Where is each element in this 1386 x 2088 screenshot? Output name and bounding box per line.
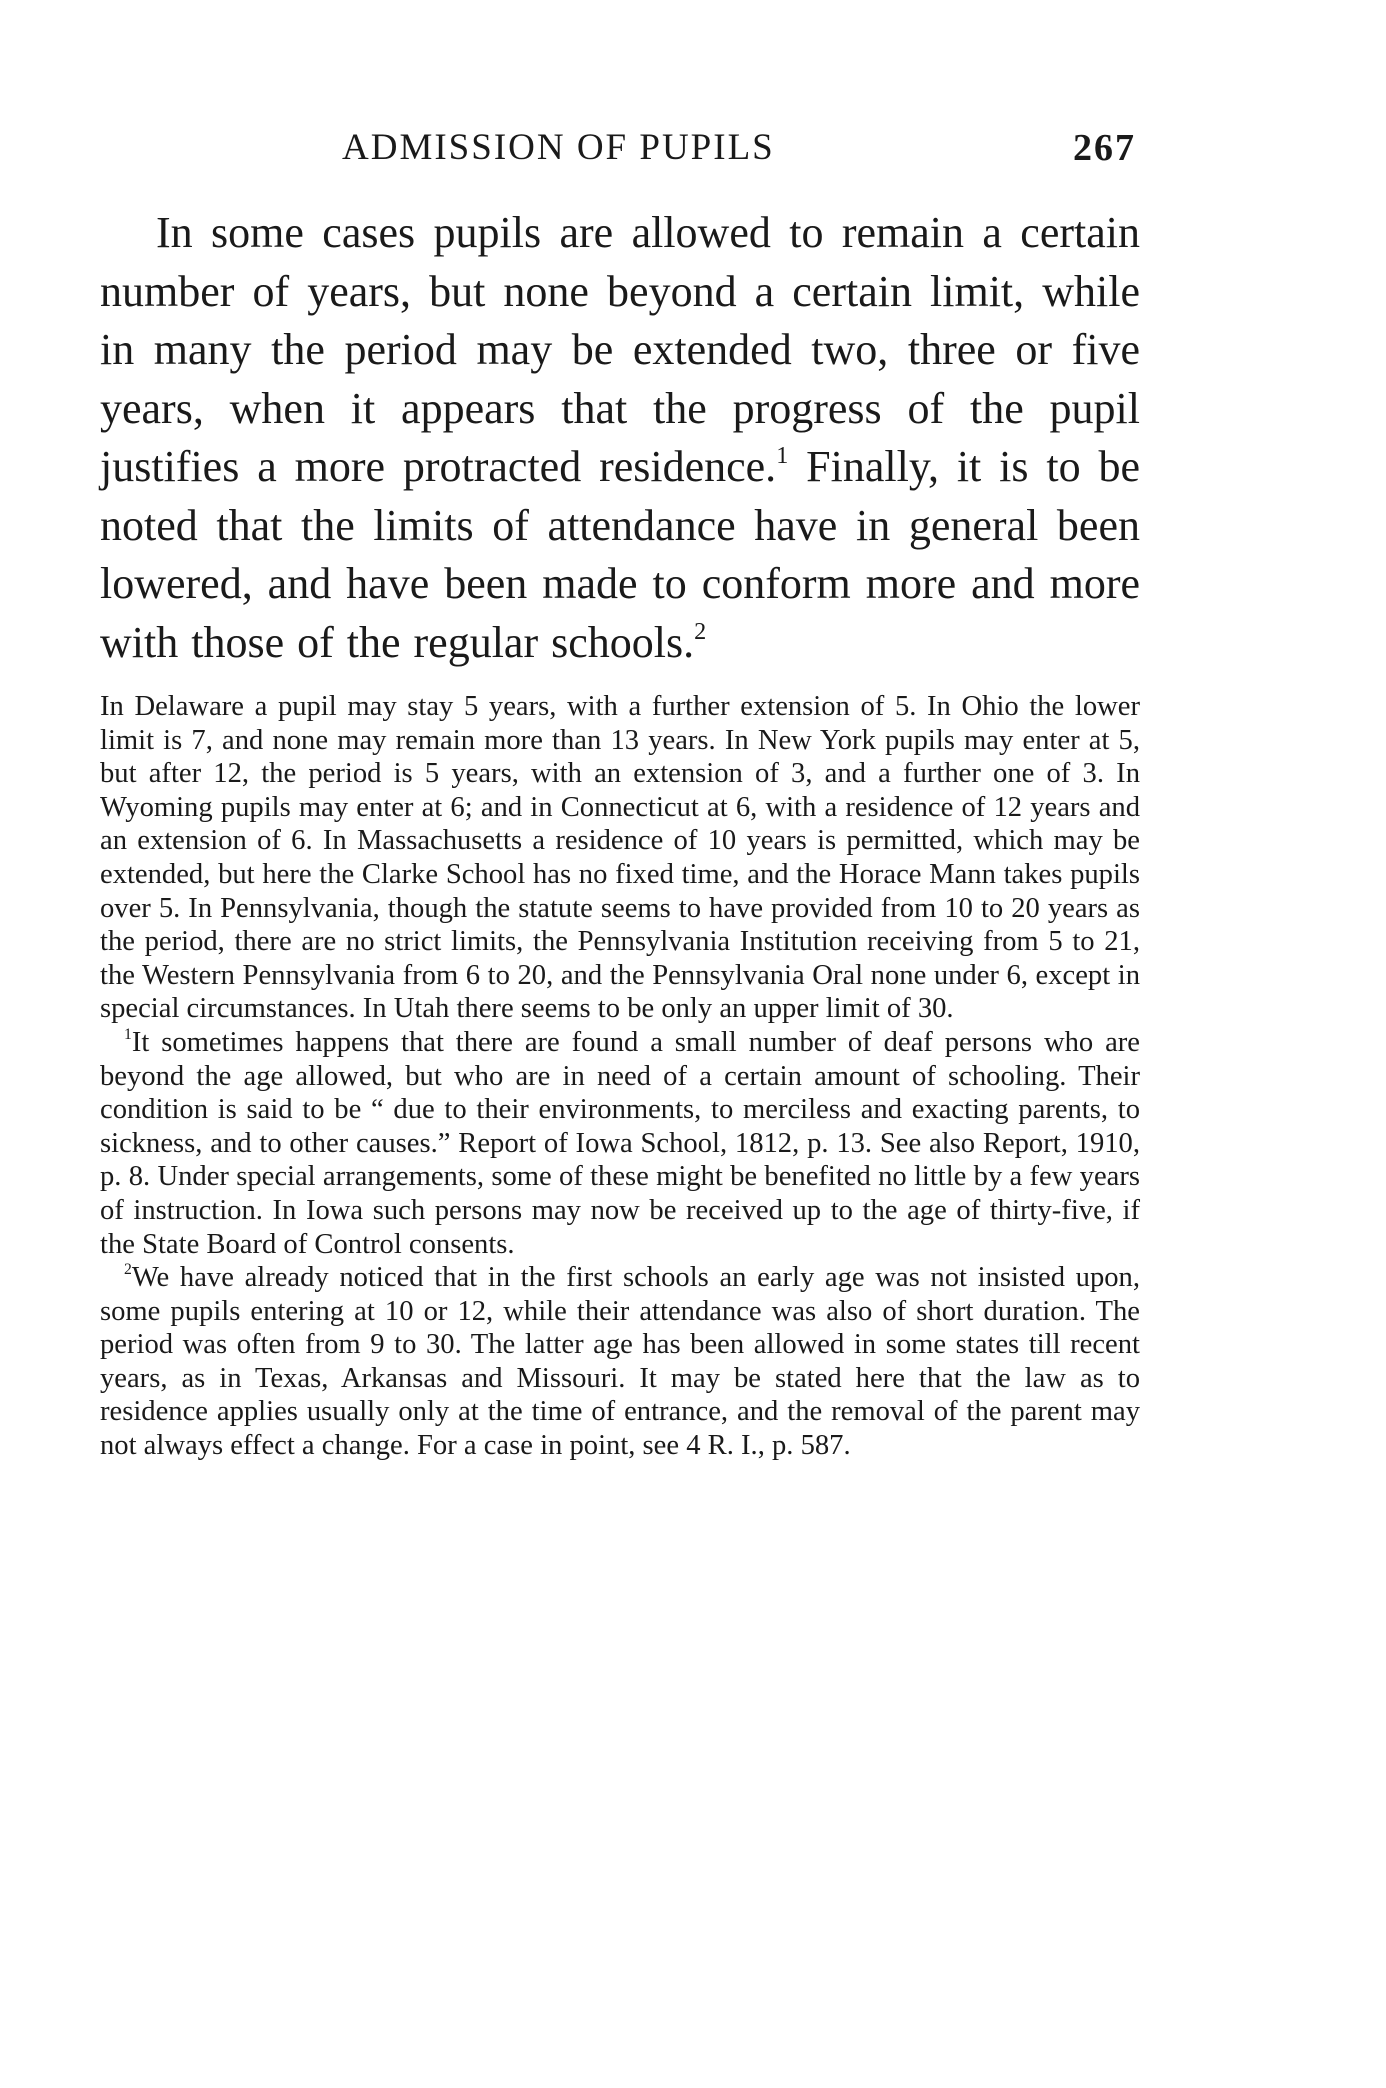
main-text-part-2: Finally, it is to be noted that the limits of attendance have in general been lowered, and have been made to conform more and more with those of the regular schools.: [100, 442, 1140, 667]
footnote-2-marker: 2: [124, 1261, 132, 1279]
footnote-continued: In Delaware a pupil may stay 5 years, with a further extension of 5. In Ohio the lower limit is 7, and none may remain more than 13 years. In New York pupils may enter at 5, but after 12, the period is 5 years, with an extension of 3, and a further one of 3. In Wyoming pupils may enter at 6; and in Connecticut at 6, with a residence of 12 years and an extension of 6. In Massachusetts a residence of 10 years is permitted, which may be extended, but here the Clarke School has no fixed time, and the Horace Mann takes pupils over 5. In Pennsylvania, though the statute seems to have provided from 10 to 20 years as the period, there are no strict limits, the Pennsylvania Institution receiving from 5 to 21, the Western Pennsylvania from 6 to 20, and the Pennsylvania Oral none under 6, except in special circumstances. In Utah there seems to be only an upper limit of 30.: [100, 691, 1140, 1025]
footnotes-section: [100, 690, 1140, 1463]
footnote-1: [100, 1026, 1140, 1261]
page-number: 267: [1073, 127, 1136, 169]
footnote-2: [100, 1261, 1140, 1463]
running-head: [100, 120, 1140, 180]
footnote-ref-2: 2: [694, 617, 707, 645]
footnote-ref-1: 1: [776, 441, 789, 469]
main-text-part-1: In some cases pupils are allowed to remain a certain number of years, but none beyond a certain limit, while in many the period may be extended two, three or five years, when it appears that the progress of the pupil justifies a more protracted residence.: [100, 208, 1140, 491]
footnote-1-marker: 1: [124, 1026, 132, 1044]
book-page: [100, 120, 1140, 1463]
footnote-2-text: We have already noticed that in the first schools an early age was not insisted upon, some pupils entering at 10 or 12, while their attendance was also of short duration. The period was often from 9 to 30. The latter age has been allowed in some states till recent years, as in Texas, Arkansas and Missouri. It may be stated here that the law as to residence applies usually only at the time of entrance, and the removal of the parent may not always effect a change. For a case in point, see 4 R. I., p. 587.: [100, 1262, 1140, 1462]
main-paragraph: [100, 204, 1140, 672]
footnote-1-text: It sometimes happens that there are found a small number of deaf persons who are beyond the age allowed, but who are in need of a certain amount of schooling. Their condition is said to be “ due to their environments, to merciless and exacting parents, to sickness, and to other causes.” Report of Iowa School, 1812, p. 13. See also Report, 1910, p. 8. Under special arrangements, some of these might be benefited no little by a few years of instruction. In Iowa such persons may now be received up to the age of thirty-five, if the State Board of Control consents.: [100, 1026, 1140, 1260]
running-head-title: ADMISSION OF PUPILS: [342, 127, 775, 168]
